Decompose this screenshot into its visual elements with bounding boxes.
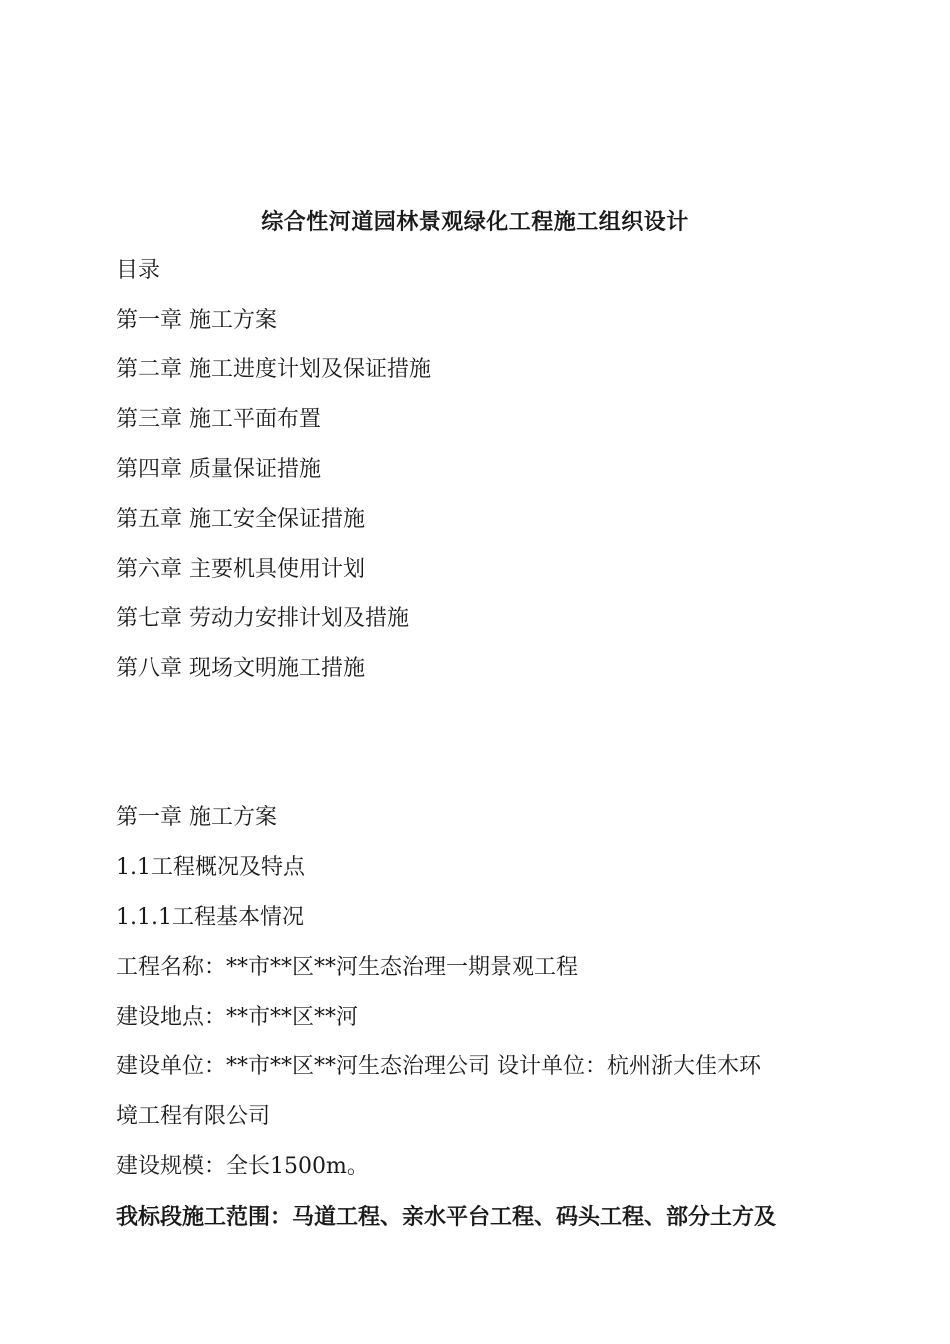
toc-item-6: 第六章 主要机具使用计划: [116, 557, 365, 582]
location-paragraph: 建设地点：**市**区**河: [116, 1005, 359, 1030]
document-title: 综合性河道园林景观绿化工程施工组织设计: [261, 209, 689, 235]
section-1-1-heading: 1.1工程概况及特点: [116, 855, 305, 880]
scale-paragraph: 建设规模：全长1500m。: [116, 1154, 369, 1179]
toc-item-7: 第七章 劳动力安排计划及措施: [116, 606, 409, 631]
toc-item-4: 第四章 质量保证措施: [116, 457, 321, 482]
toc-item-8: 第八章 现场文明施工措施: [116, 656, 365, 681]
chapter-1-heading: 第一章 施工方案: [116, 805, 277, 830]
toc-item-1: 第一章 施工方案: [116, 308, 277, 333]
owner-paragraph-line-2: 境工程有限公司: [116, 1104, 271, 1129]
toc-heading: 目录: [116, 258, 161, 283]
toc-item-3: 第三章 施工平面布置: [116, 407, 321, 432]
section-1-1-1-heading: 1.1.1工程基本情况: [116, 905, 304, 930]
toc-item-2: 第二章 施工进度计划及保证措施: [116, 357, 431, 382]
owner-paragraph-line-1: 建设单位：**市**区**河生态治理公司 设计单位：杭州浙大佳木环: [116, 1054, 761, 1079]
toc-item-5: 第五章 施工安全保证措施: [116, 507, 365, 532]
scope-paragraph: 我标段施工范围：马道工程、亲水平台工程、码头工程、部分土方及: [116, 1204, 777, 1230]
project-name-paragraph: 工程名称：**市**区**河生态治理一期景观工程: [116, 955, 579, 980]
